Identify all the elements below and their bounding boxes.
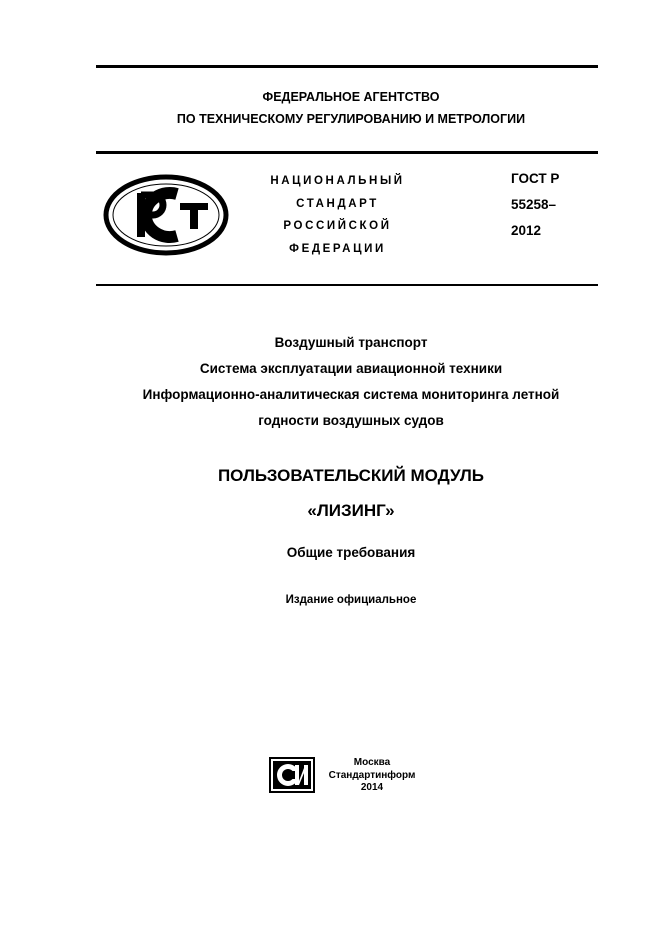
edition-label: Издание официальное: [285, 594, 417, 606]
agency-line-2: ПО ТЕХНИЧЕСКОМУ РЕГУЛИРОВАНИЮ И МЕТРОЛОГИИ: [176, 112, 526, 126]
publisher-year: 2014: [360, 782, 384, 793]
title-line-3: Информационно-аналитическая система мониторинга летной: [142, 387, 560, 402]
gost-line-2: 55258–: [511, 197, 557, 212]
standard-line-2: СТАНДАРТ: [296, 197, 379, 210]
publisher-name: Стандартинформ: [328, 769, 416, 781]
publisher-city: Москва: [353, 757, 391, 768]
rst-logo-icon: [103, 174, 229, 256]
agency-line-1: ФЕДЕРАЛЬНОЕ АГЕНТСТВО: [262, 90, 440, 104]
title-line-2: Система эксплуатации авиационной техники: [199, 361, 503, 376]
main-title-line-2: «ЛИЗИНГ»: [307, 501, 395, 520]
main-title: [60, 458, 642, 528]
publisher-info: [322, 757, 422, 795]
standard-block-top-rule: [96, 151, 598, 154]
title-line-1: Воздушный транспорт: [274, 335, 428, 350]
gost-line-3: 2012: [511, 223, 542, 238]
standartinform-logo-icon: [269, 757, 315, 793]
gost-designation: [511, 166, 559, 244]
agency-header: [60, 86, 642, 130]
standard-line-3: РОССИЙСКОЙ: [283, 220, 392, 232]
main-title-line-1: ПОЛЬЗОВАТЕЛЬСКИЙ МОДУЛЬ: [217, 466, 485, 485]
subtitle: Общие требования: [286, 545, 416, 560]
top-rule: [96, 65, 598, 68]
standard-line-1: НАЦИОНАЛЬНЫЙ: [270, 175, 405, 187]
standard-line-4: ФЕДЕРАЦИИ: [289, 242, 386, 255]
national-standard-label: [255, 170, 420, 260]
title-line-4: годности воздушных судов: [258, 413, 444, 428]
gost-line-1: ГОСТ Р: [511, 171, 560, 186]
standard-block-bottom-rule: [96, 284, 598, 286]
document-titles: [60, 330, 642, 434]
